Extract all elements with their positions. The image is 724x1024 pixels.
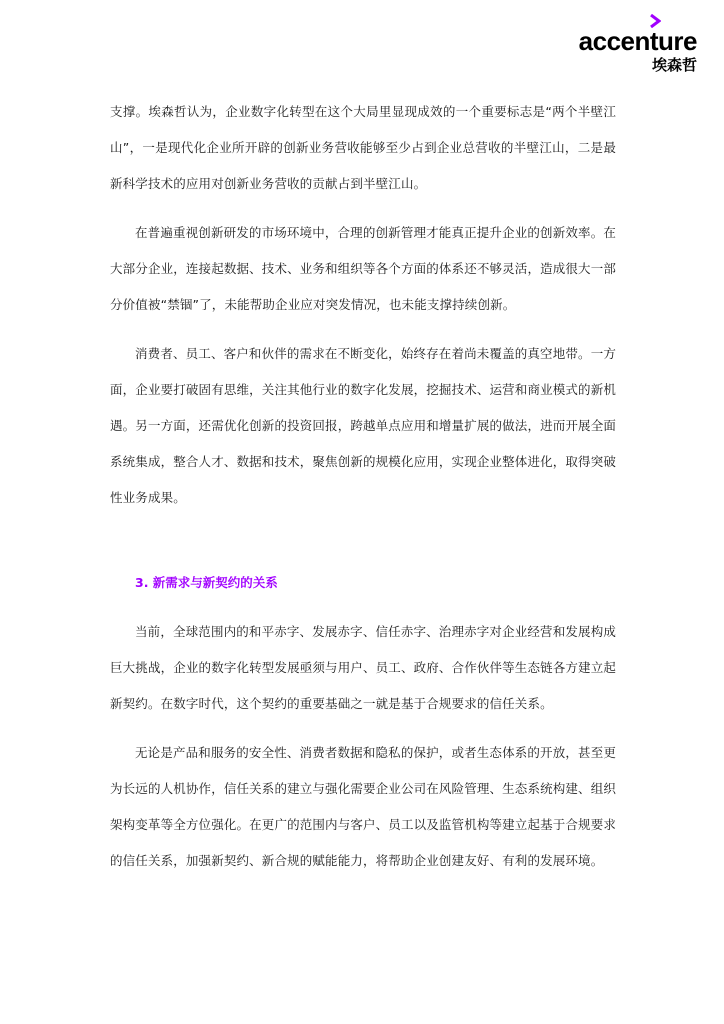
paragraph: 当前，全球范围内的和平赤字、发展赤字、信任赤字、治理赤字对企业经营和发展构成巨大挑战，企业的数字化转型发展亟须与用户、员工、政府、合作伙伴等生态链各方建立起新契约。在数字时代，这个契约的重要基础之一就是基于合规要求的信任关系。: [110, 624, 617, 711]
paragraph: 消费者、员工、客户和伙伴的需求在不断变化，始终存在着尚未覆盖的真空地带。一方面，企业要打破固有思维，关注其他行业的数字化发展，挖掘技术、运营和商业模式的新机遇。另一方面，还需优化创新的投资回报，跨越单点应用和增量扩展的做法，进而开展全面系统集成，整合人才、数据和技术，聚焦创新的规模化应用，实现企业整体进化，取得突破性业务成果。: [110, 346, 617, 505]
document-body: [110, 94, 616, 879]
accenture-logo: [567, 14, 697, 74]
brand-name-cn: 埃森哲: [651, 56, 697, 74]
section-heading: 3. 新需求与新契约的关系: [135, 575, 278, 590]
paragraph: 支撑。埃森哲认为，企业数字化转型在这个大局里显现成效的一个重要标志是“两个半壁江山”，一是现代化企业所开辟的创新业务营收能够至少占到企业总营收的半壁江山，二是最新科学技术的应用对创新业务营收的贡献占到半壁江山。: [110, 104, 616, 191]
paragraph: 在普遍重视创新研发的市场环境中，合理的创新管理才能真正提升企业的创新效率。在大部分企业，连接起数据、技术、业务和组织等各个方面的体系还不够灵活，造成很大一部分价值被“禁锢”了，未能帮助企业应对突发情况，也未能支撑持续创新。: [110, 225, 617, 312]
paragraph: 无论是产品和服务的安全性、消费者数据和隐私的保护，或者生态体系的开放，甚至更为长远的人机协作，信任关系的建立与强化需要企业公司在风险管理、生态系统构建、组织架构变革等全方位强化。在更广的范围内与客户、员工以及监管机构等建立起基于合规要求的信任关系，加强新契约、新合规的赋能能力，将帮助企业创建友好、有利的发展环境。: [110, 745, 617, 868]
brand-name: accenture: [578, 26, 697, 56]
